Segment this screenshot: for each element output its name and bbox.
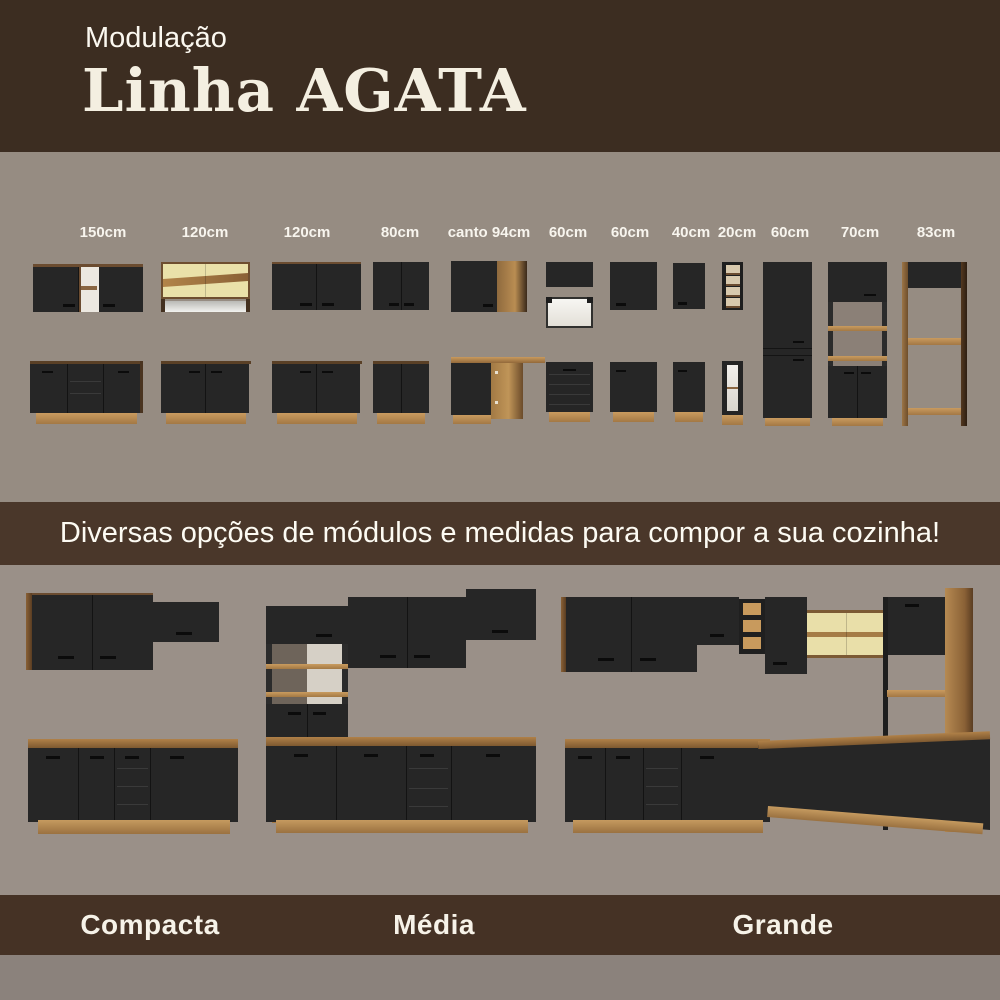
size-label-120b: 120cm (283, 224, 331, 241)
brand-eyebrow: Modulação (85, 22, 227, 54)
wall-cabinet-40-render (673, 263, 705, 309)
size-label-60b: 60cm (610, 224, 650, 241)
bottom-strip (0, 955, 1000, 1000)
wall-cabinet-60-render (610, 262, 657, 310)
size-label-120a: 120cm (181, 224, 229, 241)
base-cabinet-120b-render (272, 361, 362, 424)
wall-cabinet-corner-render (451, 261, 527, 312)
kitchen-label-compacta: Compacta (80, 909, 220, 940)
tall-frame-83-render (902, 262, 967, 426)
size-label-20: 20cm (717, 224, 757, 241)
size-label-canto94: canto 94cm (447, 224, 531, 241)
benefit-banner-text: Diversas opções de módulos e medidas para compor a sua cozinha! (59, 517, 941, 549)
base-shelf-20-render (722, 361, 743, 425)
size-label-60a: 60cm (548, 224, 588, 241)
benefit-banner (0, 502, 1000, 565)
tall-cabinet-60-render (763, 262, 812, 426)
base-drawer-unit-60-render (546, 362, 593, 424)
size-label-40: 40cm (671, 224, 711, 241)
base-cabinet-80-render (373, 361, 429, 424)
wall-cabinet-60-niche-render (546, 262, 593, 328)
size-label-70: 70cm (840, 224, 880, 241)
wall-cabinet-120-render (272, 262, 361, 310)
size-label-83: 83cm (916, 224, 956, 241)
wall-cabinet-150-render (33, 264, 143, 312)
base-cabinet-40-render (673, 362, 705, 424)
size-label-150: 150cm (79, 224, 127, 241)
base-cabinet-120a-render (161, 361, 251, 424)
kitchen-label-media: Média (393, 909, 475, 940)
base-cabinet-corner-render (451, 357, 545, 424)
wall-shelf-20-render (722, 262, 743, 310)
tall-cabinet-70-render (828, 262, 887, 426)
kitchen-label-grande: Grande (732, 909, 834, 940)
base-cabinet-150-render (30, 361, 143, 424)
series-title: Linha AGATA (82, 56, 527, 125)
size-label-80: 80cm (380, 224, 420, 241)
wall-cabinet-80-render (373, 262, 429, 310)
size-label-60c: 60cm (770, 224, 810, 241)
header-band (0, 0, 1000, 152)
wall-cabinet-120-glass-render (161, 262, 250, 312)
base-cabinet-60-render (610, 362, 657, 424)
